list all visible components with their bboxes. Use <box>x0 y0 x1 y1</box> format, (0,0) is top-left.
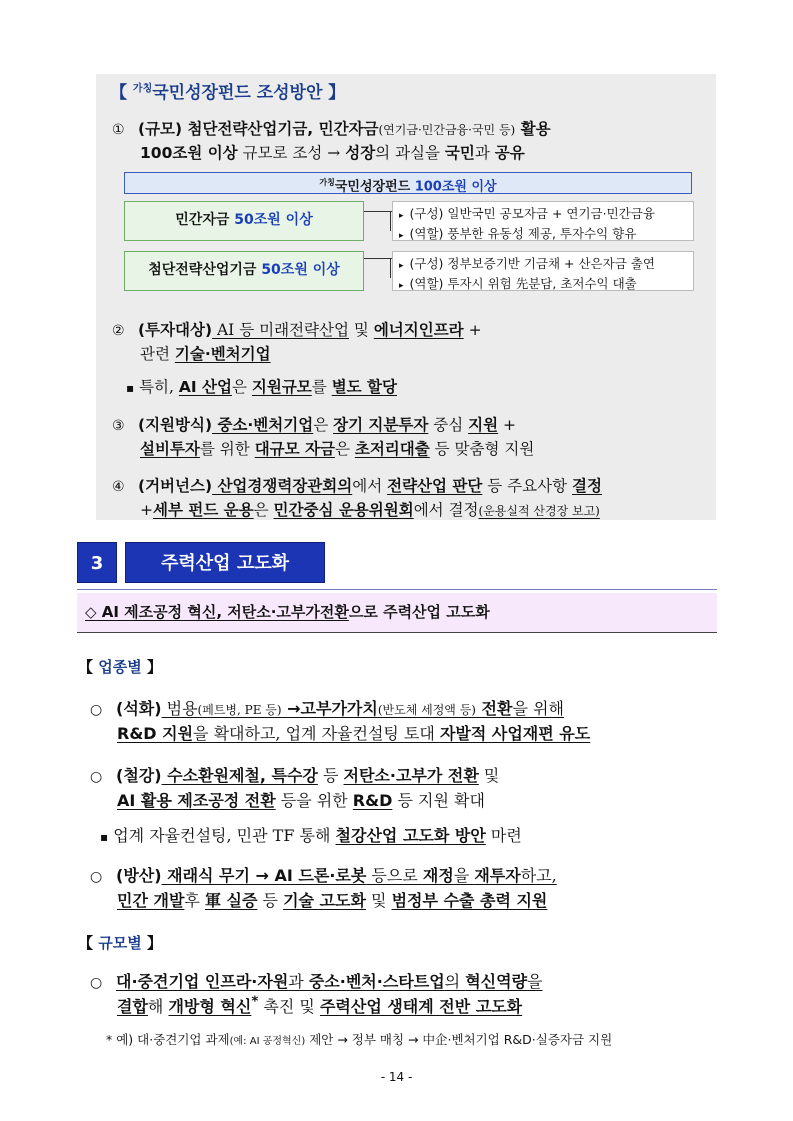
fund-item-ai-note: ▪ 특히, AI 산업은 지원규모를 별도 할당 <box>126 378 397 396</box>
fund-item-scale-line2: 100조원 이상 규모로 조성 → 성장의 과실을 국민과 공유 <box>140 144 525 162</box>
section-divider <box>77 589 717 590</box>
subhead-by-scale: 【 규모별 】 <box>78 934 162 952</box>
industry-steel-line2: AI 활용 제조공정 전환 등을 위한 R&D 등 지원 확대 <box>117 791 485 810</box>
subhead-by-industry: 【 업종별 】 <box>78 658 162 676</box>
private-fund-box: 민간자금 50조원 이상 <box>124 201 364 241</box>
fund-item-governance-line2: +세부 펀드 운용은 민간중심 운용위원회에서 결정(운용실적 산경장 보고) <box>140 501 600 519</box>
fund-total-box: $^{가칭}$국민성장펀드 100조원 이상 <box>124 172 692 194</box>
strategic-fund-box: 첨단전략산업기금 50조원 이상 <box>124 251 364 291</box>
connector-line <box>364 211 392 230</box>
fund-item-method-line2: 설비투자를 위한 대규모 자금은 초저리대출 등 맞춤형 지원 <box>140 440 535 458</box>
fund-item-governance: ④ (거버넌스) 산업경쟁력장관회의에서 전략산업 판단 등 주요사항 결정 <box>112 477 602 495</box>
industry-steel-note: ▪ 업계 자율컨설팅, 민관 TF 통해 철강산업 고도화 방안 마련 <box>100 826 522 845</box>
industry-petrochem-line2: R&D 지원을 확대하고, 업계 자율컨설팅 토대 자발적 사업재편 유도 <box>117 724 591 743</box>
private-fund-info: ▸ (구성) 일반국민 공모자금 + 연기금·민간금융 ▸ (역할) 풍부한 유동성 제공, 투자수익 향유 <box>392 201 694 241</box>
industry-petrochem: ○ (석화) 범용(페트병, PE 등) →고부가가치(반도체 세정액 등) 전환을 위해 <box>90 699 564 718</box>
industry-defense-line2: 민간 개발후 軍 실증 등 기술 고도화 및 범정부 수출 총력 지원 <box>117 891 548 910</box>
fund-item-method: ③ (지원방식) 중소·벤처기업은 장기 지분투자 중심 지원 + <box>112 416 517 434</box>
fund-item-scale: ① (규모) 첨단전략산업기금, 민간자금(연기금·민간금융·국민 등) 활용 <box>112 120 551 138</box>
strategic-fund-info: ▸ (구성) 정부보증기반 기금채 + 산은자금 출연 ▸ (역할) 투자시 위험 先분담, 초저수익 대출 <box>392 251 694 291</box>
page-number: - 14 - <box>380 1070 413 1084</box>
fund-item-targets: ② (투자대상) AI 등 미래전략산업 및 에너지인프라 + <box>112 321 482 339</box>
industry-defense: ○ (방산) 재래식 무기 → AI 드론·로봇 등으로 재정을 재투자하고, <box>90 866 557 885</box>
section-summary: ◇ AI 제조공정 혁신, 저탄소·고부가전환으로 주력산업 고도화 <box>77 593 717 633</box>
scale-item-line2: 결합해 개방형 혁신* 촉진 및 주력산업 생태계 전반 고도화 <box>117 994 523 1016</box>
industry-steel: ○ (철강) 수소환원제철, 특수강 등 저탄소·고부가 전환 및 <box>90 766 500 785</box>
connector-line <box>364 258 392 277</box>
section-title: 주력산업 고도화 <box>125 542 325 583</box>
fund-plan-title: 【 $^{가칭}$국민성장펀드 조성방안 】 <box>110 83 346 103</box>
section-number: 3 <box>77 542 117 583</box>
scale-item: ○ 대·중견기업 인프라·자원과 중소·벤처·스타트업의 혁신역량을 <box>90 972 543 991</box>
fund-item-targets-line2: 관련 기술·벤처기업 <box>140 345 271 363</box>
footnote: * 예) 대·중견기업 과제(예: AI 공정혁신) 제안 → 정부 매칭 → 中企·벤처기업 R&D·실증자금 지원 <box>106 1032 613 1047</box>
